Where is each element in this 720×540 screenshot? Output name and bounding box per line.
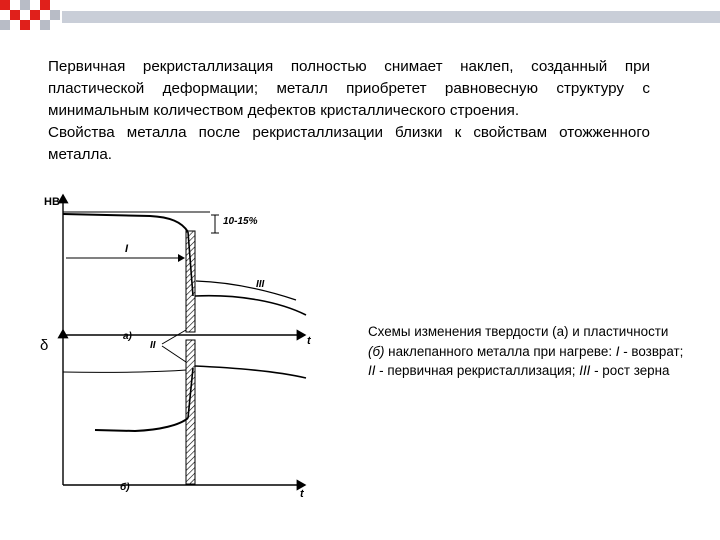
curve-plasticity-ref	[63, 370, 186, 372]
curve-hardness-iii-tail	[196, 281, 296, 300]
paragraph-1: Первичная рекристаллизация полностью снимает наклеп, созданный при пластической деформации; металл приобретет равновесную структуру с минимальным количеством дефектов кристаллического строения.	[48, 58, 650, 119]
curve-hardness-iii	[195, 296, 306, 315]
label-10-15: 10-15%	[223, 216, 258, 227]
caption-part7: - первичная рекристаллизация;	[375, 363, 580, 378]
pointer-ii-bottom	[162, 346, 186, 362]
label-t-top: t	[307, 335, 311, 347]
label-stage-ii: II	[150, 340, 156, 351]
curve-hardness-i	[63, 214, 188, 232]
label-stage-iii: III	[256, 279, 265, 290]
stage-ii-band-top	[186, 231, 195, 332]
caption-part9: - рост зерна	[590, 363, 670, 378]
caption-part3: наклепанного металла при нагреве:	[384, 343, 616, 359]
label-panel-b: б)	[120, 482, 130, 493]
label-panel-a: а)	[123, 331, 132, 342]
paragraph-2: Свойства металла после рекристаллизации близки к свойствам отожженного металла.	[48, 124, 650, 163]
stage-ii-band-bottom	[186, 340, 195, 484]
figure-caption	[368, 322, 688, 381]
caption-part4: I	[615, 343, 620, 359]
caption-part8: III	[579, 363, 591, 378]
curve-plasticity-i	[95, 418, 188, 431]
caption-part1: Схемы изменения твердости (а) и пластичности	[368, 324, 669, 339]
label-delta: δ	[40, 337, 49, 354]
label-hb: HB	[44, 196, 60, 208]
curve-plasticity-iii	[195, 366, 306, 378]
label-t-bottom: t	[300, 488, 304, 500]
label-stage-i: I	[125, 243, 129, 255]
pointer-ii-top	[162, 330, 186, 344]
caption-part6: II	[368, 363, 376, 378]
caption-part2: (б)	[368, 343, 385, 359]
caption-part5: - возврат;	[619, 343, 684, 359]
